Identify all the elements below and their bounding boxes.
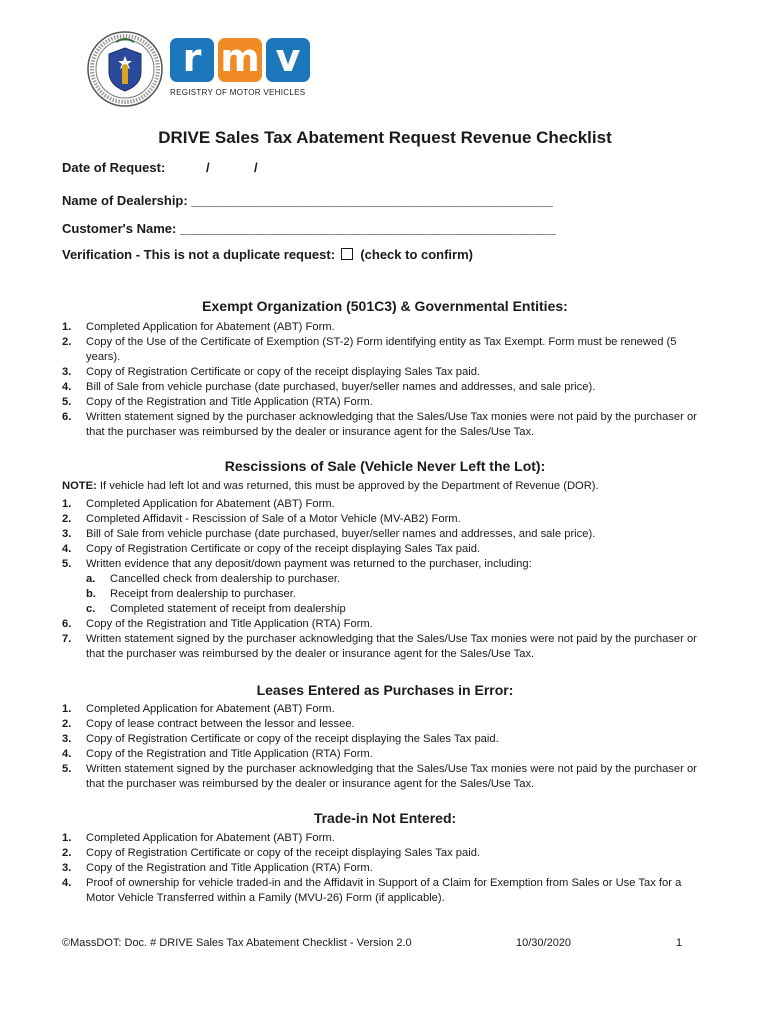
list-item: 3. Bill of Sale from vehicle purchase (date purchased, buyer/seller names and addresses, and sale price).	[62, 528, 596, 540]
list-item: 5. Written statement signed by the purchaser acknowledging that the Sales/Use Tax monies were not paid by the purchaser or that the purchaser was reimbursed by the dealer or insurance agent for the Sales/Use Tax.	[62, 763, 697, 790]
list-item: 5. Copy of the Registration and Title Application (RTA) Form.	[62, 396, 373, 408]
footer-date: 10/30/2020	[516, 937, 572, 949]
list-item: 2. Copy of Registration Certificate or copy of the receipt displaying Sales Tax paid.	[62, 847, 481, 859]
verification-hint: (check to confirm)	[360, 247, 473, 262]
document-title: DRIVE Sales Tax Abatement Request Revenue Checklist	[158, 128, 612, 147]
date-of-request-label: Date of Request:	[62, 160, 166, 175]
sub-list-item: c. Completed statement of receipt from dealership	[86, 603, 346, 615]
rescission-note: NOTE: If vehicle had left lot and was returned, this must be approved by the Department of Revenue (DOR).	[62, 480, 599, 492]
section-heading-tradein: Trade-in Not Entered:	[313, 810, 457, 826]
rmv-logo-subtitle: REGISTRY OF MOTOR VEHICLES	[170, 88, 306, 97]
section-heading-exempt: Exempt Organization (501C3) & Governmental Entities:	[202, 298, 568, 314]
list-item: 2. Copy of the Use of the Certificate of Exemption (ST-2) Form identifying entity as Tax Exempt. Form must be renewed (5 years).	[62, 336, 677, 363]
evidence-sublist	[86, 572, 702, 617]
list-item: 4. Bill of Sale from vehicle purchase (date purchased, buyer/seller names and addresses, and sale price).	[62, 381, 596, 393]
list-item: 1. Completed Application for Abatement (ABT) Form.	[62, 703, 335, 715]
dealership-name-field[interactable]: Name of Dealership: __________________________________________________	[62, 193, 553, 208]
duplicate-confirm-checkbox[interactable]	[341, 248, 353, 260]
list-item: 5. Written evidence that any deposit/down payment was returned to the purchaser, including: a. Cancelled check from dealership to purchaser. b. Receipt from dealership to purchaser. c. Completed statement of receipt from dealership	[62, 557, 702, 617]
list-item: 1. Completed Application for Abatement (ABT) Form.	[62, 498, 335, 510]
verification-row	[62, 247, 473, 262]
list-item: 3. Copy of the Registration and Title Application (RTA) Form.	[62, 862, 373, 874]
list-item: 6. Written statement signed by the purchaser acknowledging that the Sales/Use Tax monies were not paid by the purchaser or that the purchaser was reimbursed by the dealer or insurance agent for the Sales/Use Tax.	[62, 411, 697, 438]
list-item: 3. Copy of Registration Certificate or copy of the receipt displaying the Sales Tax paid.	[62, 733, 499, 745]
list-item: 7. Written statement signed by the purchaser acknowledging that the Sales/Use Tax monies were not paid by the purchaser or that the purchaser was reimbursed by the dealer or insurance agent for the Sales/Use Tax.	[62, 633, 697, 660]
rescission-checklist	[62, 497, 702, 662]
sub-list-item: b. Receipt from dealership to purchaser.	[86, 588, 296, 600]
rmv-logo-letter-r: r	[170, 38, 214, 82]
section-heading-leases: Leases Entered as Purchases in Error:	[256, 682, 514, 698]
rmv-logo-letter-v: v	[266, 38, 310, 82]
list-item: 2. Copy of lease contract between the lessor and lessee.	[62, 718, 355, 730]
customer-name-field[interactable]: Customer's Name: ____________________________________________________	[62, 221, 556, 236]
list-item: 3. Copy of Registration Certificate or copy of the receipt displaying Sales Tax paid.	[62, 366, 481, 378]
massachusetts-seal-icon	[86, 30, 164, 108]
date-separator: /	[254, 160, 258, 175]
list-item: 2. Completed Affidavit - Rescission of Sale of a Motor Vehicle (MV-AB2) Form.	[62, 513, 461, 525]
list-item: 4. Copy of Registration Certificate or copy of the receipt displaying Sales Tax paid.	[62, 543, 481, 555]
leases-checklist	[62, 702, 702, 792]
list-item: 4. Copy of the Registration and Title Application (RTA) Form.	[62, 748, 373, 760]
tradein-checklist	[62, 831, 702, 906]
date-of-request-field[interactable]	[62, 160, 258, 175]
list-item: 6. Copy of the Registration and Title Application (RTA) Form.	[62, 618, 373, 630]
section-heading-rescission: Rescissions of Sale (Vehicle Never Left the Lot):	[224, 458, 546, 474]
sub-list-item: a. Cancelled check from dealership to purchaser.	[86, 573, 341, 585]
footer-page-number: 1	[676, 937, 683, 949]
verification-label: Verification - This is not a duplicate request:	[62, 247, 336, 262]
list-item: 4. Proof of ownership for vehicle traded-in and the Affidavit in Support of a Claim for Exemption from Sales or Use Tax for a Motor Vehicle Transferred within a Family (MVU-26) Form (if applicable).	[62, 877, 682, 904]
list-item: 1. Completed Application for Abatement (ABT) Form.	[62, 832, 335, 844]
rmv-logo-letter-m: m	[218, 38, 262, 82]
footer-doc-id: ©MassDOT: Doc. # DRIVE Sales Tax Abatement Checklist - Version 2.0	[62, 937, 412, 949]
rmv-logo	[170, 38, 315, 100]
exempt-checklist	[62, 320, 702, 440]
date-separator: /	[206, 160, 210, 175]
list-item: 1. Completed Application for Abatement (ABT) Form.	[62, 321, 335, 333]
